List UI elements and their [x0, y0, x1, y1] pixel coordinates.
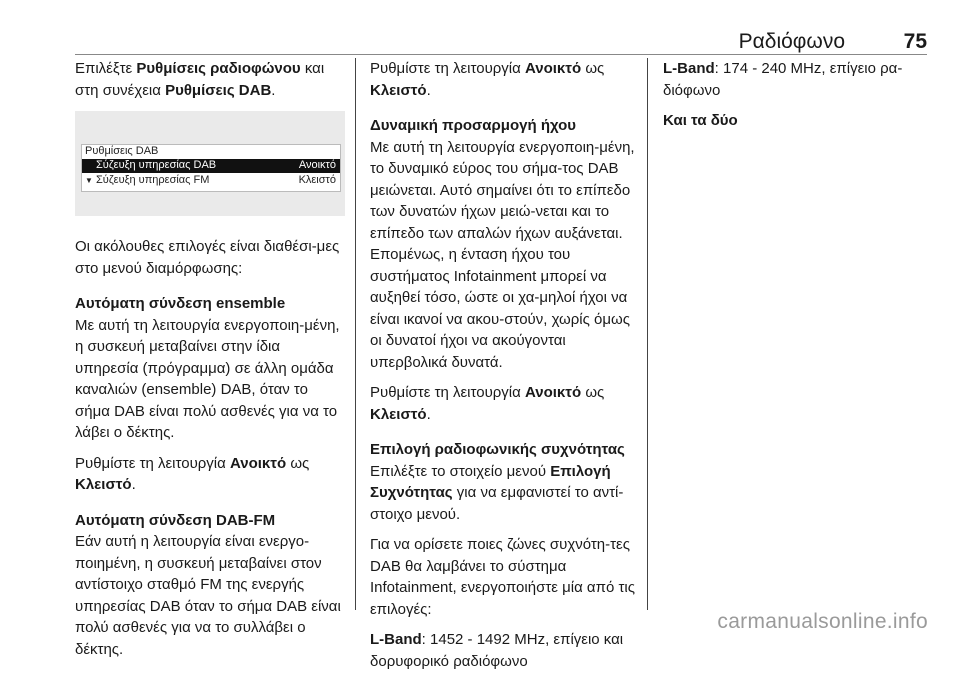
set-instruction: Ρυθμίστε τη λειτουργία Ανοικτό ως Κλειστό. — [370, 60, 605, 99]
intro-paragraph: Επιλέξτε Ρυθμίσεις ραδιοφώνου και στη συνέχεια Ρυθμίσεις DAB. — [75, 60, 325, 99]
dab-settings-screenshot — [75, 111, 345, 216]
watermark: carmanualsonline.info — [717, 610, 928, 633]
band-option: L-Band: 174 - 240 MHz, επίγειο ρα-διόφωνο — [663, 60, 903, 99]
header-rule — [75, 54, 927, 55]
column-3 — [663, 58, 933, 141]
set-instruction: Ρυθμίστε τη λειτουργία Ανοικτό ως Κλειστό. — [370, 384, 605, 423]
menu-dab-settings: Ρυθμίσεις DAB — [165, 81, 272, 99]
band-option: L-Band: 1452 - 1492 MHz, επίγειο και δορυφορικό ραδιόφωνο — [370, 631, 624, 670]
screen-display — [81, 144, 341, 192]
section-body: Επιλέξτε το στοιχείο μενού Επιλογή Συχνότητας για να εμφανιστεί το αντί-στοιχο μενού. — [370, 462, 624, 523]
set-instruction: Ρυθμίστε τη λειτουργία Ανοικτό ως Κλειστό. — [75, 454, 310, 493]
section-body: Εάν αυτή η λειτουργία είναι ενεργο-ποιημένη, η συσκευή μεταβαίνει στον αντίστοιχο σταθμό FM της ενεργής υπηρεσίας DAB όταν το σήμα DAB είναι πολύ ασθενές για να το συλλάβει ο δέκτης. — [75, 533, 341, 658]
page-header — [75, 26, 927, 54]
page-title: Ραδιόφωνο — [738, 30, 845, 53]
screen-row: ▼ Σύζευξη υπηρεσίας FM Κλειστό — [85, 174, 336, 186]
column-divider — [355, 58, 356, 610]
screen-row-selected: Σύζευξη υπηρεσίας DAB Ανοικτό — [82, 159, 340, 173]
section-body: Για να ορίσετε ποιες ζώνες συχνότη-τες DAB θα λαμβάνει το σύστημα Infotainment, ενεργοποιήστε μία από τις επιλογές: — [370, 536, 635, 618]
column-1 — [75, 58, 345, 669]
options-intro: Οι ακόλουθες επιλογές είναι διαθέσι-μες στο μενού διαμόρφωσης: — [75, 238, 340, 277]
menu-radio-settings: Ρυθμίσεις ραδιοφώνου — [136, 60, 301, 77]
section-heading: Επιλογή ραδιοφωνικής συχνότητας — [370, 441, 625, 458]
section-heading: Αυτόματη σύνδεση ensemble — [75, 295, 286, 312]
section-heading: Δυναμική προσαρμογή ήχου — [370, 117, 576, 134]
screen-title: Ρυθμίσεις DAB — [85, 145, 159, 157]
column-divider — [647, 58, 648, 610]
section-heading: Αυτόματη σύνδεση DAB-FM — [75, 511, 276, 529]
page-number: 75 — [903, 30, 927, 53]
band-option-both: Και τα δύο — [663, 112, 738, 129]
column-2 — [370, 58, 640, 681]
section-body: Με αυτή τη λειτουργία ενεργοποιη-μένη, το δυναμικό εύρος του σήμα-τος DAB μειώνεται. Αυτό σημαίνει ότι το επίπεδο των δυνατών ήχων μειώ-νεται και το επίπεδο των απαλών ήχων αυξάνεται. Επομένως, η ένταση ήχου του συστήματος Infotainment μπορεί να αυξηθεί τόσο, ώστε οι χα-μηλοί ήχοι να είναι ικανοί να ακου-στούν, χωρίς όμως οι δυνατοί ήχοι να ακούγονται υπερβολικά δυνατά. — [370, 138, 635, 371]
down-arrow-icon: ▼ — [85, 176, 93, 185]
section-body: Με αυτή τη λειτουργία ενεργοποιη-μένη, η συσκευή μεταβαίνει στην ίδια υπηρεσία (πρόγραμμα) σε άλλη ομάδα καναλιών (ensemble) DAB, όταν το σήμα DAB είναι πολύ ασθενές για να το λάβει ο δέκτης. — [75, 316, 340, 441]
